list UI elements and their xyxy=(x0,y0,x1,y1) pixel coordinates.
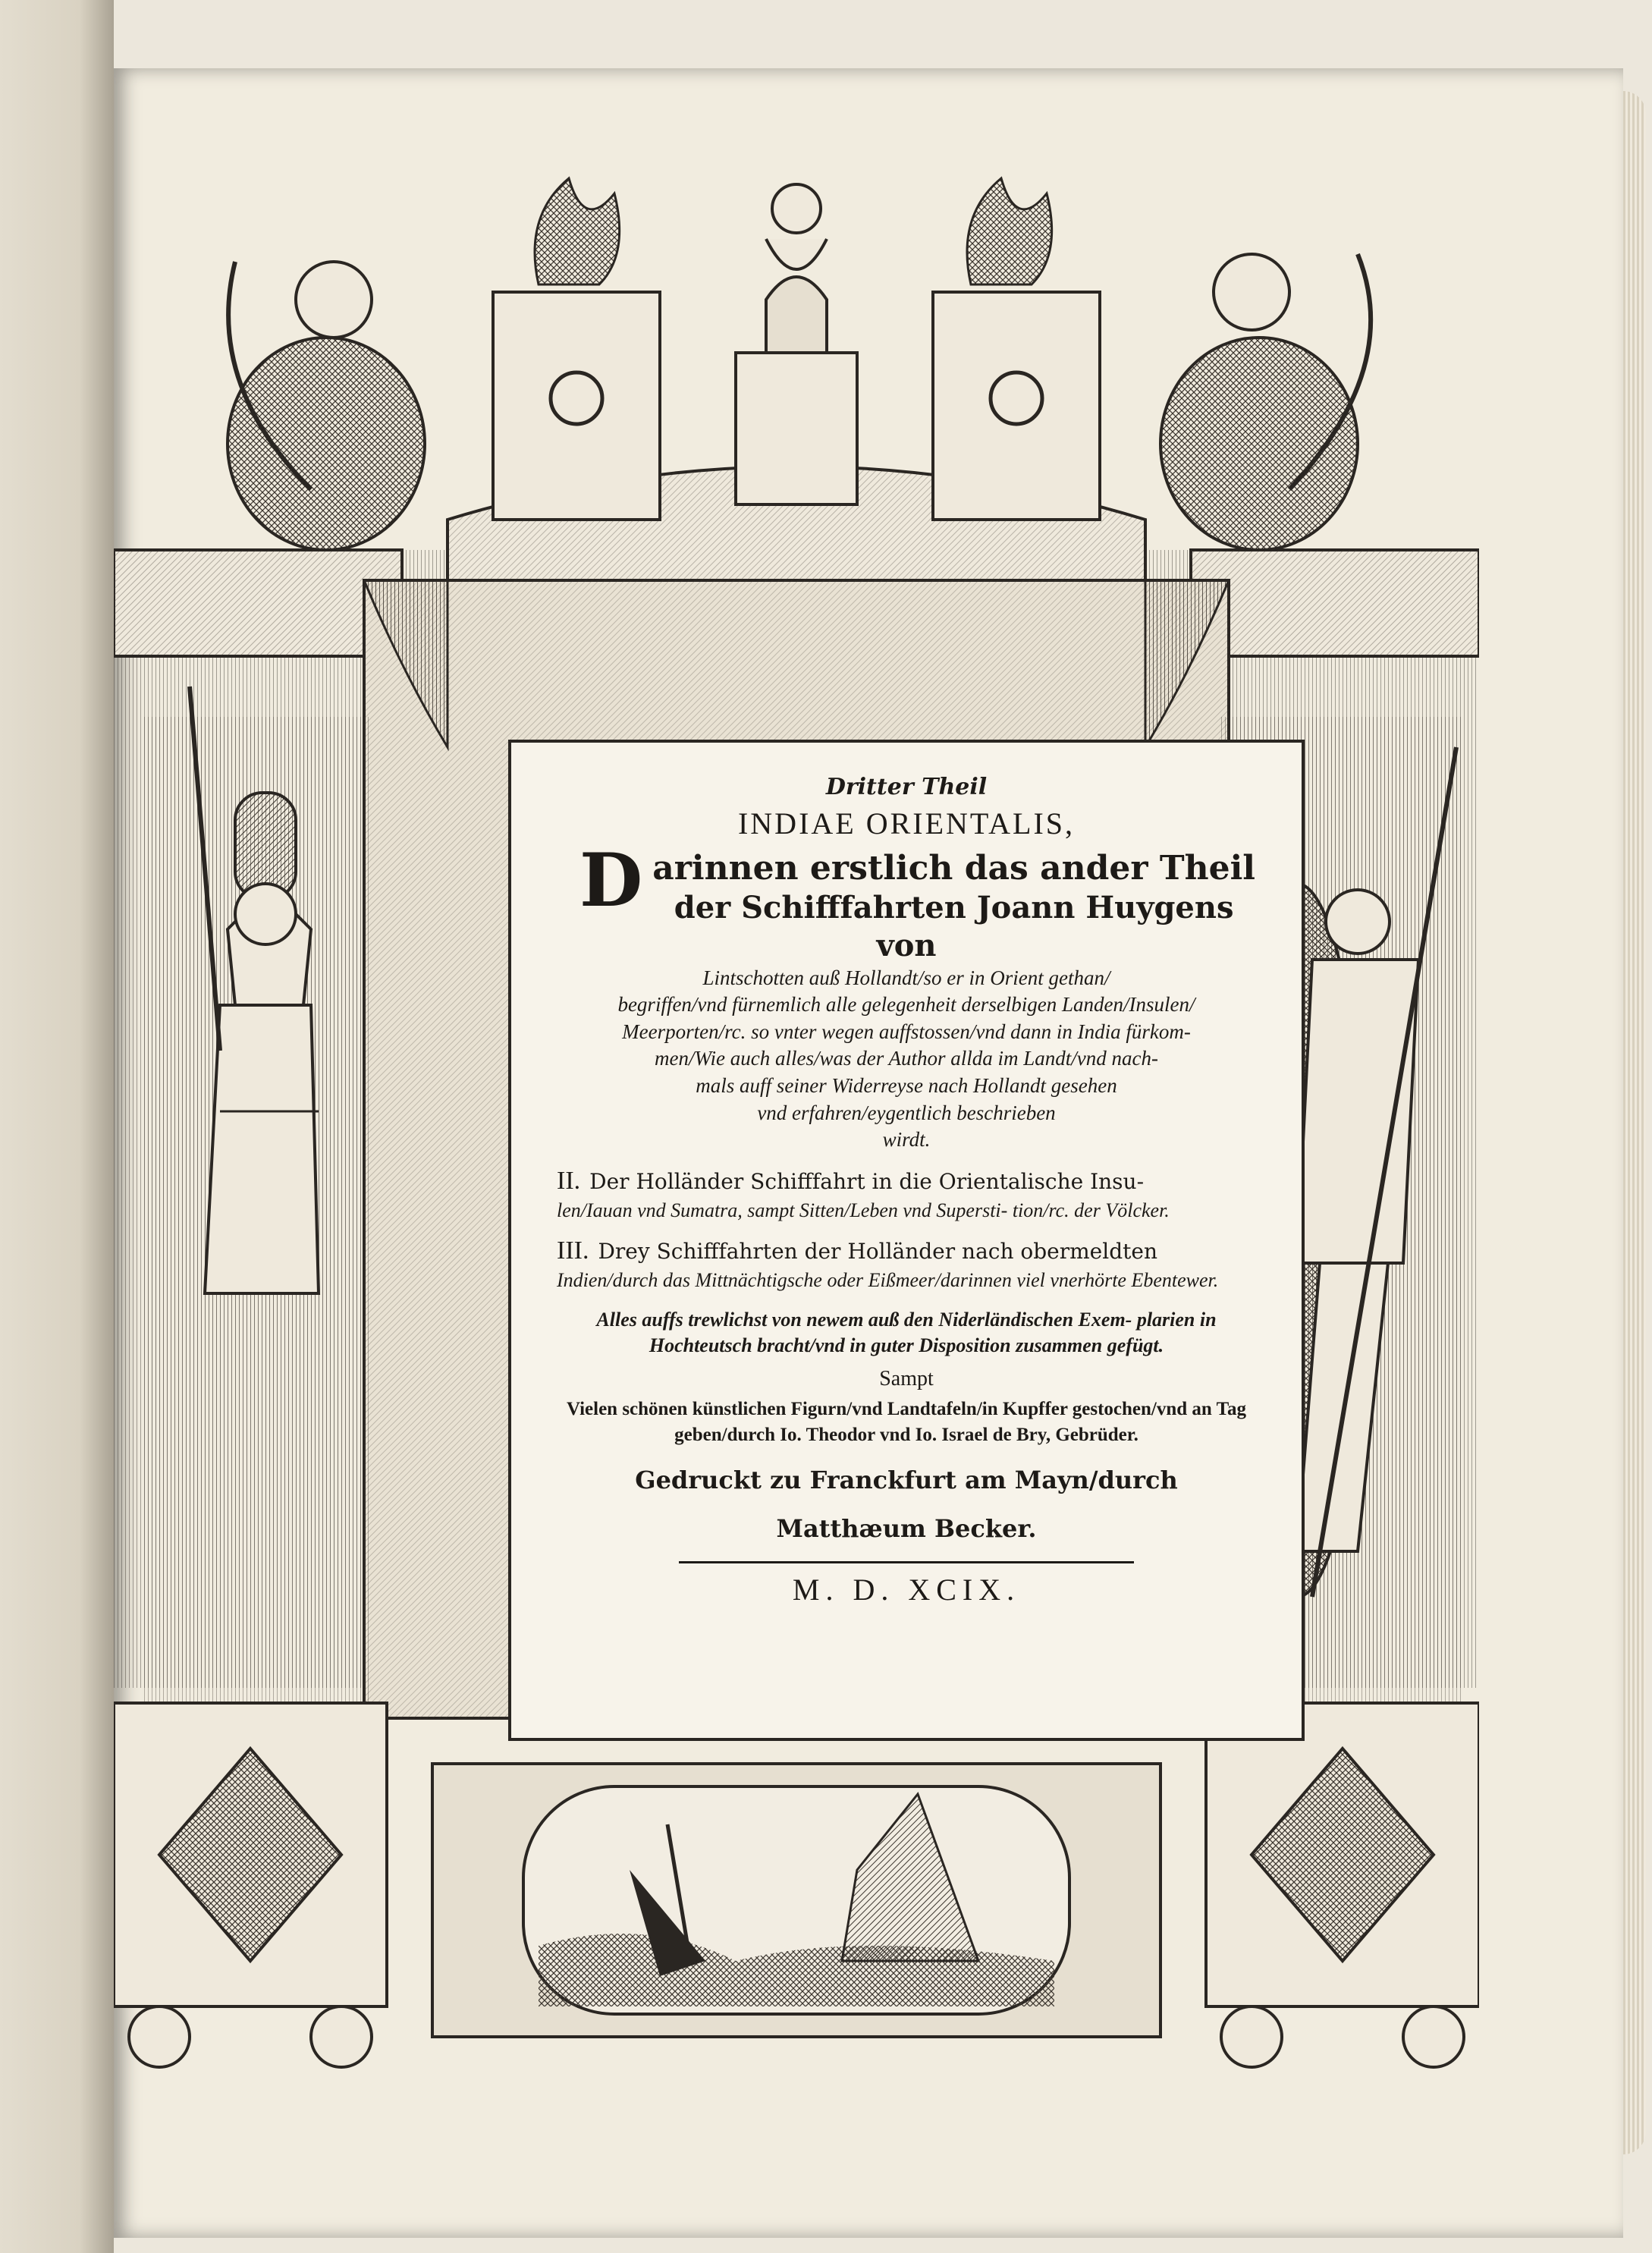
title-panel xyxy=(508,740,1305,1741)
drop-cap: D xyxy=(579,837,643,923)
section-ii-number: II. xyxy=(557,1166,581,1195)
intro-line: begriffen/vnd fürnemlich alle gelegenheit derselbigen Landen/Insulen/ xyxy=(617,993,1195,1017)
intro-line: Meerporten/rc. so vnter wegen auffstossen/vnd dann in India fürkom- xyxy=(622,1020,1191,1043)
sampt-word: Sampt xyxy=(879,1367,934,1391)
section-ii-text: Der Holländer Schifffahrt in die Orientalische Insu- xyxy=(589,1168,1145,1194)
intro-line: vnd erfahren/eygentlich beschrieben xyxy=(757,1101,1056,1124)
pedestal-left xyxy=(114,1703,387,2067)
section-iii-sub: Indien/durch das Mittnächtigsche oder Eißmeer/darinnen viel vnerhörte Ebentewer. xyxy=(557,1269,1219,1292)
section-iii xyxy=(557,1234,1256,1293)
publication-date: M. D. XCIX. xyxy=(792,1573,1021,1607)
divider-rule xyxy=(679,1561,1134,1563)
kneeling-archer-right xyxy=(1160,254,1371,550)
intro-paragraph xyxy=(557,837,1256,1154)
intro-second-line: der Schifffahrten Joann Huygens von xyxy=(674,889,1234,963)
engravers-note: Vielen schönen künstlichen Figurn/vnd Landtafeln/in Kupffer gestochen/vnd an Tag geben/durch Io. Theodor vnd Io. Israel de Bry, Gebrüder. xyxy=(566,1399,1247,1446)
shipwreck-vignette xyxy=(432,1764,1160,2037)
intro-line: mals auff seiner Widerreyse nach Hollandt gesehen xyxy=(696,1074,1117,1097)
section-iii-text: Drey Schifffahrten der Holländer nach obermeldten xyxy=(598,1238,1157,1264)
work-title: INDIAE ORIENTALIS, xyxy=(737,806,1076,841)
left-book-page xyxy=(0,0,114,2253)
intro-first-line: arinnen erstlich das ander Theil xyxy=(652,848,1256,888)
standing-warrior-left xyxy=(144,687,372,1703)
translation-note: Alles auffs trewlichst von newem auß den Niderländischen Exem- plarien in Hochteutsch bracht/vnd in guter Disposition zusammen gefügt. xyxy=(596,1308,1217,1356)
pedestal-right xyxy=(1206,1703,1479,2067)
section-ii xyxy=(557,1164,1256,1224)
intro-line: Lintschotten auß Hollandt/so er in Orient gethan/ xyxy=(702,966,1110,989)
kneeling-archer-left xyxy=(228,262,425,550)
imprint-line-2: Matthæum Becker. xyxy=(776,1513,1037,1543)
intro-line: men/Wie auch alles/was der Author allda im Landt/vnd nach- xyxy=(655,1047,1158,1070)
imprint-line-1: Gedruckt zu Franckfurt am Mayn/durch xyxy=(635,1465,1178,1494)
section-iii-number: III. xyxy=(557,1236,589,1265)
engraved-frontispiece xyxy=(114,125,1479,2090)
intro-line: wirdt. xyxy=(882,1128,931,1152)
section-ii-sub: len/Iauan vnd Sumatra, sampt Sitten/Leben vnd Supersti- tion/rc. der Völcker. xyxy=(557,1199,1170,1222)
part-heading: Dritter Theil xyxy=(825,774,988,800)
